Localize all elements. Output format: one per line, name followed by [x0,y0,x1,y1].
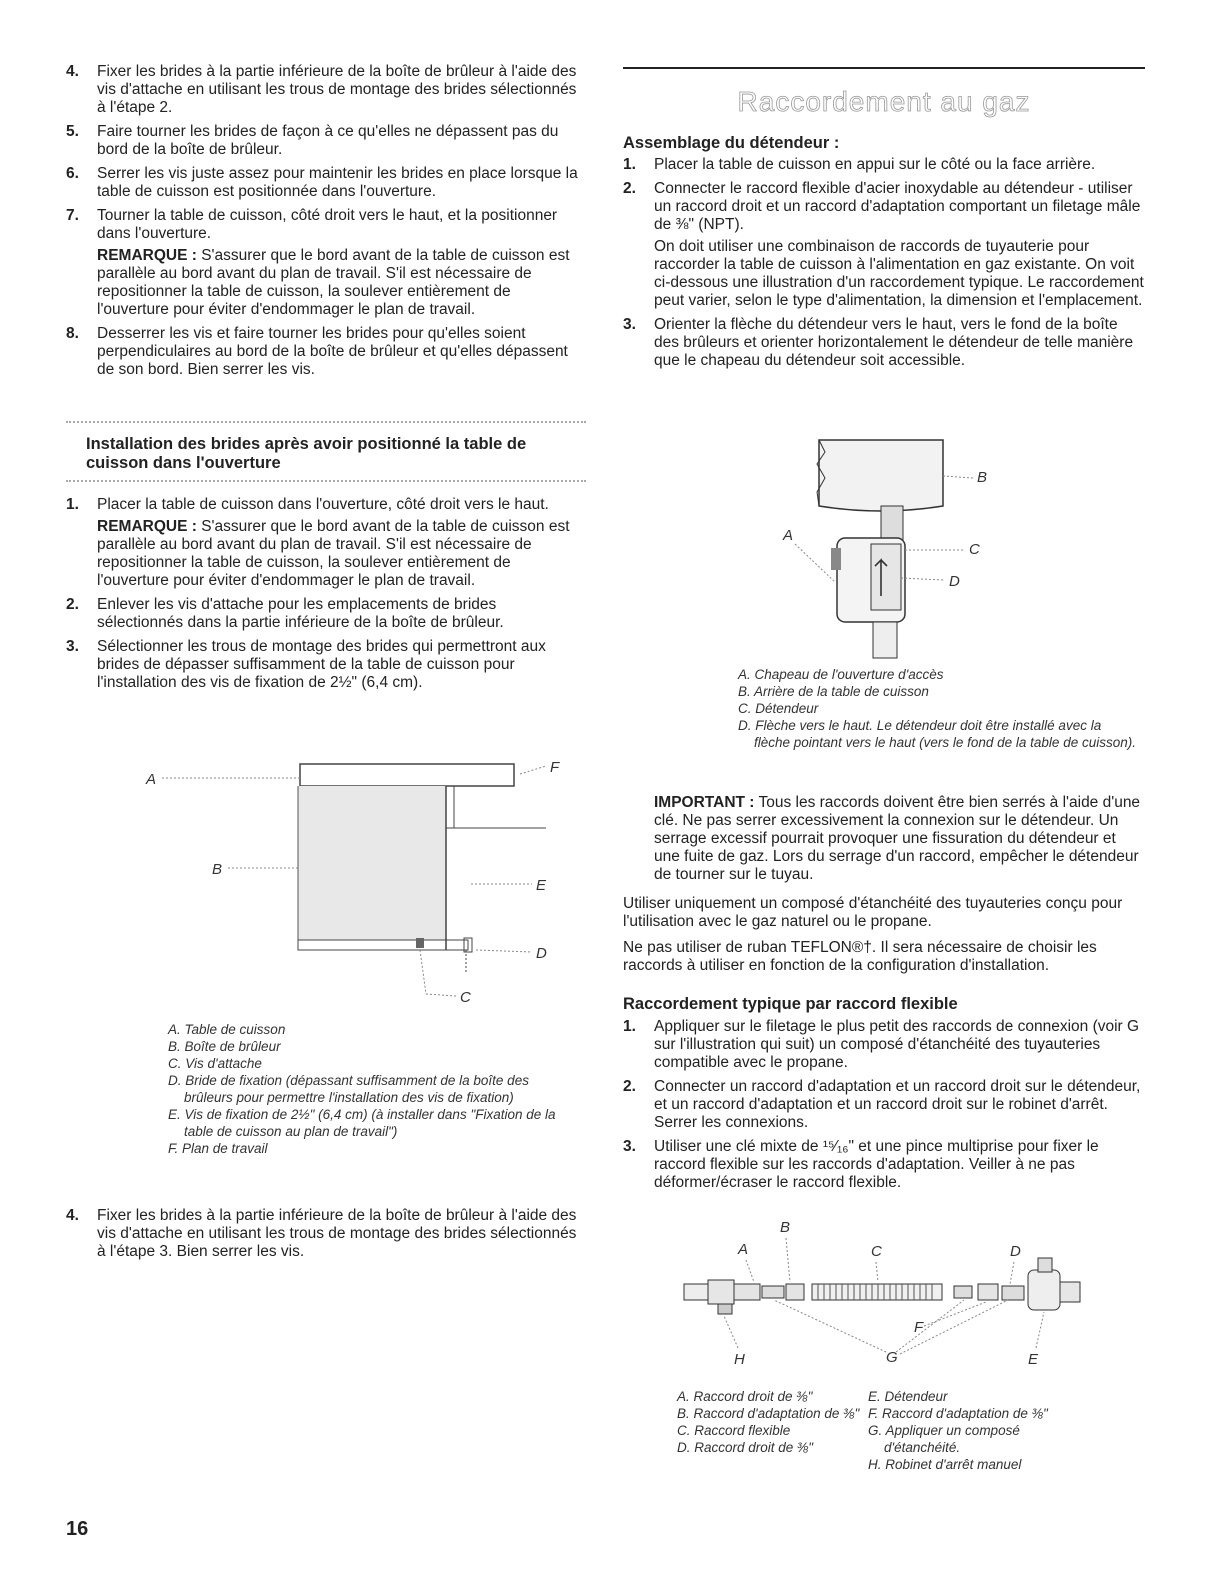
divider [66,480,586,484]
figure-caption-right: E. Détendeur F. Raccord d'adaptation de ⅜" G. Appliquer un composé d'étanchéité. H. Robinet d'arrêt manuel [868,1389,1048,1472]
list-item: 1. Appliquer sur le filetage le plus petit des raccords de connexion (voir G sur l'illustration qui suit) un composé d'étanchéité des tuyauteries compatible avec le propane. [623,1018,1140,1071]
figure-caption: A. Table de cuisson B. Boîte de brûleur C. Vis d'attache D. Bride de fixation (dépassant suffisamment de la boîte des brûleurs pour permettre l'installation des vis de fixation) E. Vis de fixation de 2½" (6,4 cm) (à installer dans "Fixation de la table de cuisson au plan de travail") F. Plan de travail [168,1022,556,1156]
list-item: 4. Fixer les brides à la partie inférieure de la boîte de brûleur à l'aide des vis d'attache en utilisant les trous de montage des brides sélectionnés à l'étape 3. Bien serrer les vis. [66,1207,577,1260]
label-d: D [1010,1243,1021,1260]
list-item: 4. Fixer les brides à la partie inférieure de la boîte de brûleur à l'aide des vis d'attache en utilisant les trous de montage des brides sélectionnés à l'étape 2. [66,63,577,116]
list-item: 3. Sélectionner les trous de montage des brides qui permettront aux brides de dépasser suffisamment de la table de cuisson pour l'installation des vis de fixation de 2½" (6,4 cm). [66,638,546,691]
important-note: IMPORTANT : Tous les raccords doivent être bien serrés à l'aide d'une clé. Ne pas serrer excessivement la connexion sur le détendeur. Un serrage excessif pourrait provoquer une fissuration du détendeur et une fuite de gaz. Lors du serrage d'un raccord, empêcher le détendeur de tourner sur le tuyau. [654,794,1141,883]
figure-caption-left: A. Raccord droit de ⅜" B. Raccord d'adaptation de ⅜" C. Raccord flexible D. Raccord droit de ⅜" [677,1389,860,1455]
list-item: 1. Placer la table de cuisson dans l'ouverture, côté droit vers le haut. REMARQUE : S'assurer que le bord avant de la table de cuisson est parallèle au bord avant du plan de travail. S'il est nécessaire de repositionner la table de cuisson, la soulever entièrement de l'ouverture pour éviter d'endommager le plan de travail. [66,496,586,590]
steps-mid [66,496,586,698]
label-d: D [536,945,547,962]
regulator-figure [773,432,1003,662]
steps-flex [623,1018,1145,1198]
label-a: A [783,527,794,544]
steps-top [66,63,586,385]
list-item: 2. Connecter le raccord flexible d'acier inoxydable au détendeur - utiliser un raccord droit et un raccord d'adaptation comportant un filetage mâle de ⅜" (NPT). On doit utiliser une combinaison de raccords de tuyauterie pour raccorder la table de cuisson à l'alimentation en gaz existante. On voit ci-dessous une illustration d'un raccordement typique. Le raccordement peut varier, selon le type d'alimentation, la dimension et l'emplacement. [623,180,1144,309]
label-g: G [886,1349,898,1366]
steps-regulator [623,156,1145,376]
list-item: 5. Faire tourner les brides de façon à ce qu'elles ne dépassent pas du bord de la boîte de brûleur. [66,123,559,158]
flex-connector-figure [678,1208,1098,1378]
label-b: B [977,469,988,486]
label-f: F [550,759,560,776]
figure-caption: A. Chapeau de l'ouverture d'accès B. Arrière de la table de cuisson C. Détendeur D. Flèche vers le haut. Le détendeur doit être installé avec la flèche pointant vers le haut (vers le fond de la table de cuisson). [738,667,1136,750]
list-item: 3. Orienter la flèche du détendeur vers le haut, vers le fond de la boîte des brûleurs et orienter horizontalement le détendeur de telle manière que le chapeau du détendeur soit accessible. [623,316,1134,369]
label-e: E [1028,1351,1039,1368]
section-title: Raccordement au gaz [737,86,1031,117]
list-item: 6. Serrer les vis juste assez pour maintenir les brides en place lorsque la table de cuisson est positionnée dans l'ouverture. [66,165,578,200]
label-b: B [212,861,223,878]
list-item: 2. Enlever les vis d'attache pour les emplacements de brides sélectionnés dans la partie inférieure de la boîte de brûleur. [66,596,504,631]
label-c: C [871,1243,882,1260]
subheading: Raccordement typique par raccord flexible [623,995,958,1013]
list-item: 2. Connecter un raccord d'adaptation et un raccord droit sur le détendeur, et un raccord d'adaptation et un raccord droit sur le robinet d'arrêt. Serrer les connexions. [623,1078,1141,1131]
subheading: Assemblage du détendeur : [623,134,840,152]
label-a: A [146,771,157,788]
list-item: 7. Tourner la table de cuisson, côté droit vers le haut, et la positionner dans l'ouverture. REMARQUE : S'assurer que le bord avant de la table de cuisson est parallèle au bord avant du plan de travail. S'il est nécessaire de repositionner la table de cuisson, la soulever entièrement de l'ouverture pour éviter d'endommager le plan de travail. [66,207,586,319]
paragraph: Ne pas utiliser de ruban TEFLON®†. Il sera nécessaire de choisir les raccords à utiliser en fonction de la configuration d'installation. [623,939,1097,974]
list-item: 1. Placer la table de cuisson en appui sur le côté ou la face arrière. [623,156,1096,173]
bracket-figure [126,750,566,1010]
list-item: 8. Desserrer les vis et faire tourner les brides pour qu'elles soient perpendiculaires au bord de la boîte de brûleur et qu'elles dépassent de son bord. Bien serrer les vis. [66,325,568,378]
label-d: D [949,573,960,590]
label-b: B [780,1219,791,1236]
label-e: E [536,877,547,894]
label-c: C [969,541,980,558]
section-rule [623,67,1145,69]
paragraph: Utiliser uniquement un composé d'étanchéité des tuyauteries conçu pour l'utilisation avec le gaz naturel ou le propane. [623,895,1123,930]
label-a: A [738,1241,749,1258]
label-h: H [734,1351,745,1368]
label-f: F [914,1319,924,1336]
page-number: 16 [66,1518,89,1540]
divider [66,421,586,425]
section-title: Installation des brides après avoir positionné la table de cuisson dans l'ouverture [86,435,527,472]
note: REMARQUE : S'assurer que le bord avant de la table de cuisson est parallèle au bord avant du plan de travail. S'il est nécessaire de repositionner la table de cuisson, la soulever entièrement de l'ouverture pour éviter d'endommager le plan de travail. [97,518,570,589]
label-c: C [460,989,471,1006]
list-item: 3. Utiliser une clé mixte de ¹⁵⁄₁₆" et une pince multiprise pour fixer le raccord flexible sur les raccords d'adaptation. Veiller à ne pas déformer/écraser le raccord flexible. [623,1138,1099,1191]
note: REMARQUE : S'assurer que le bord avant de la table de cuisson est parallèle au bord avant du plan de travail. S'il est nécessaire de repositionner la table de cuisson, la soulever entièrement de l'ouverture pour éviter d'endommager le plan de travail. [97,247,570,318]
